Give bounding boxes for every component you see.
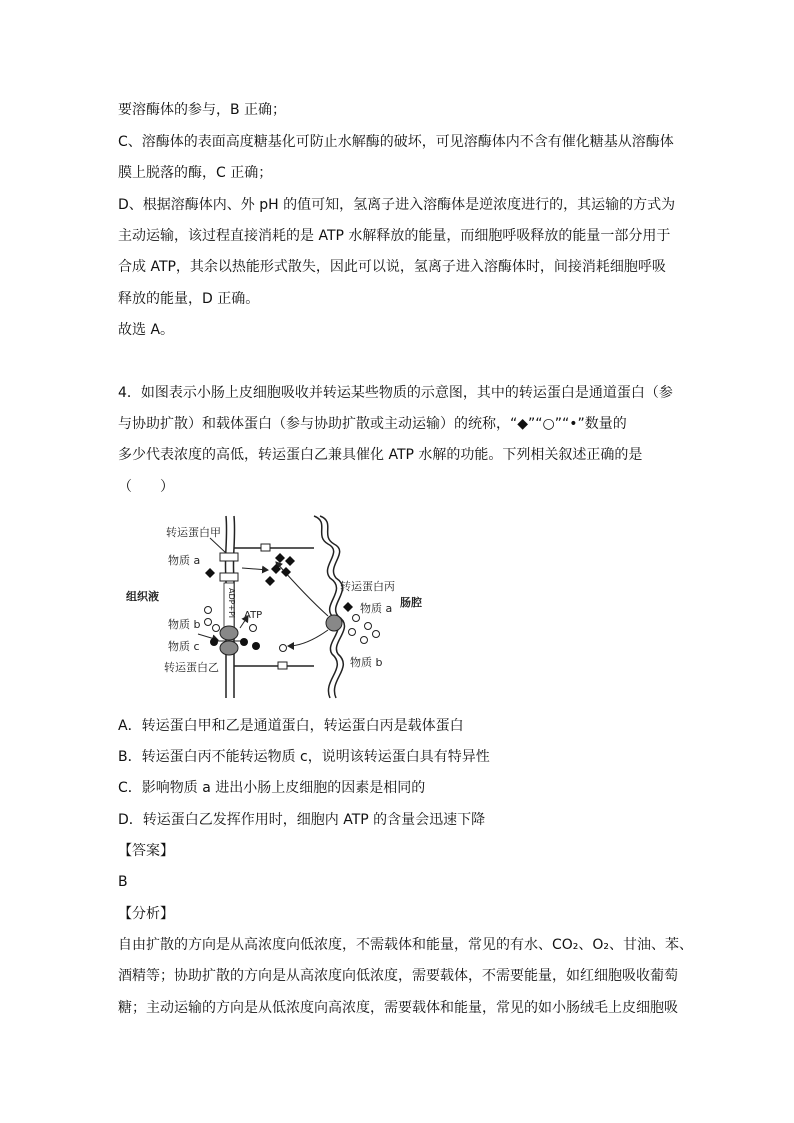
label-substance-b-left: 物质 b <box>168 618 201 631</box>
answer-heading: 【答案】 <box>118 843 174 859</box>
label-substance-a-right: 物质 a <box>360 602 393 615</box>
label-tissue-fluid: 组织液 <box>126 590 159 603</box>
label-protein-jia: 转运蛋白甲 <box>166 526 221 539</box>
transport-protein-yi <box>220 626 238 640</box>
question-stem: 4．如图表示小肠上皮细胞吸收并转运某些物质的示意图，其中的转运蛋白是通道蛋白（参 <box>118 385 673 401</box>
analysis-text: 糖；主动运输的方向是从低浓度向高浓度，需要载体和能量，常见的如小肠绒毛上皮细胞吸 <box>118 1000 678 1016</box>
analysis-text: 自由扩散的方向是从高浓度向低浓度，不需载体和能量，常见的有水、CO₂、O₂、甘油、苯、 <box>118 937 694 953</box>
option-b: B．转运蛋白丙不能转运物质 c，说明该转运蛋白具有特异性 <box>118 749 490 765</box>
text-line: C、溶酶体的表面高度糖基化可防止水解酶的破坏，可见溶酶体内不含有催化糖基从溶酶体 <box>118 134 674 150</box>
analysis-heading: 【分析】 <box>118 906 174 922</box>
analysis-text: 酒精等；协助扩散的方向是从高浓度向低浓度，需要载体，不需要能量，如红细胞吸收葡萄 <box>118 968 678 984</box>
transport-protein-jia <box>220 553 238 561</box>
label-protein-bing: 转运蛋白丙 <box>340 580 395 593</box>
label-substance-b-right: 物质 b <box>350 656 383 669</box>
cell-transport-diagram <box>118 508 498 700</box>
text-line: 释放的能量，D 正确。 <box>118 291 260 307</box>
question-stem: 与协助扩散）和载体蛋白（参与协助扩散或主动运输）的统称，“◆”“○”“•”数量的 <box>118 416 627 432</box>
label-atp: ATP <box>244 610 263 621</box>
label-substance-c: 物质 c <box>168 640 200 653</box>
text-line: 要溶酶体的参与，B 正确； <box>118 102 287 118</box>
question-blank: （ ） <box>118 479 174 495</box>
label-protein-yi: 转运蛋白乙 <box>164 661 219 674</box>
text-line: 合成 ATP，其余以热能形式散失，因此可以说，氢离子进入溶酶体时，间接消耗细胞呼吸 <box>118 259 666 275</box>
text-line: 故选 A。 <box>118 322 175 338</box>
option-d: D．转运蛋白乙发挥作用时，细胞内 ATP 的含量会迅速下降 <box>118 812 486 828</box>
question-stem: 多少代表浓度的高低，转运蛋白乙兼具催化 ATP 水解的功能。下列相关叙述正确的是 <box>118 447 643 463</box>
adp-pi-label: ADP+Pi <box>227 588 236 619</box>
label-intestinal-lumen: 肠腔 <box>400 596 422 609</box>
text-line: D、根据溶酶体内、外 pH 的值可知，氢离子进入溶酶体是逆浓度进行的，其运输的方式为 <box>118 197 676 213</box>
answer-value: B <box>118 874 128 890</box>
apical-membrane-outer <box>320 516 344 698</box>
text-line: 膜上脱落的酶，C 正确； <box>118 165 273 181</box>
option-a: A．转运蛋白甲和乙是通道蛋白，转运蛋白丙是载体蛋白 <box>118 718 464 734</box>
label-substance-a-left: 物质 a <box>168 554 201 567</box>
transport-protein-bing <box>326 615 342 631</box>
text-line: 主动运输，该过程直接消耗的是 ATP 水解释放的能量，而细胞呼吸释放的能量一部分用于 <box>118 228 671 244</box>
option-c: C．影响物质 a 进出小肠上皮细胞的因素是相同的 <box>118 780 426 796</box>
